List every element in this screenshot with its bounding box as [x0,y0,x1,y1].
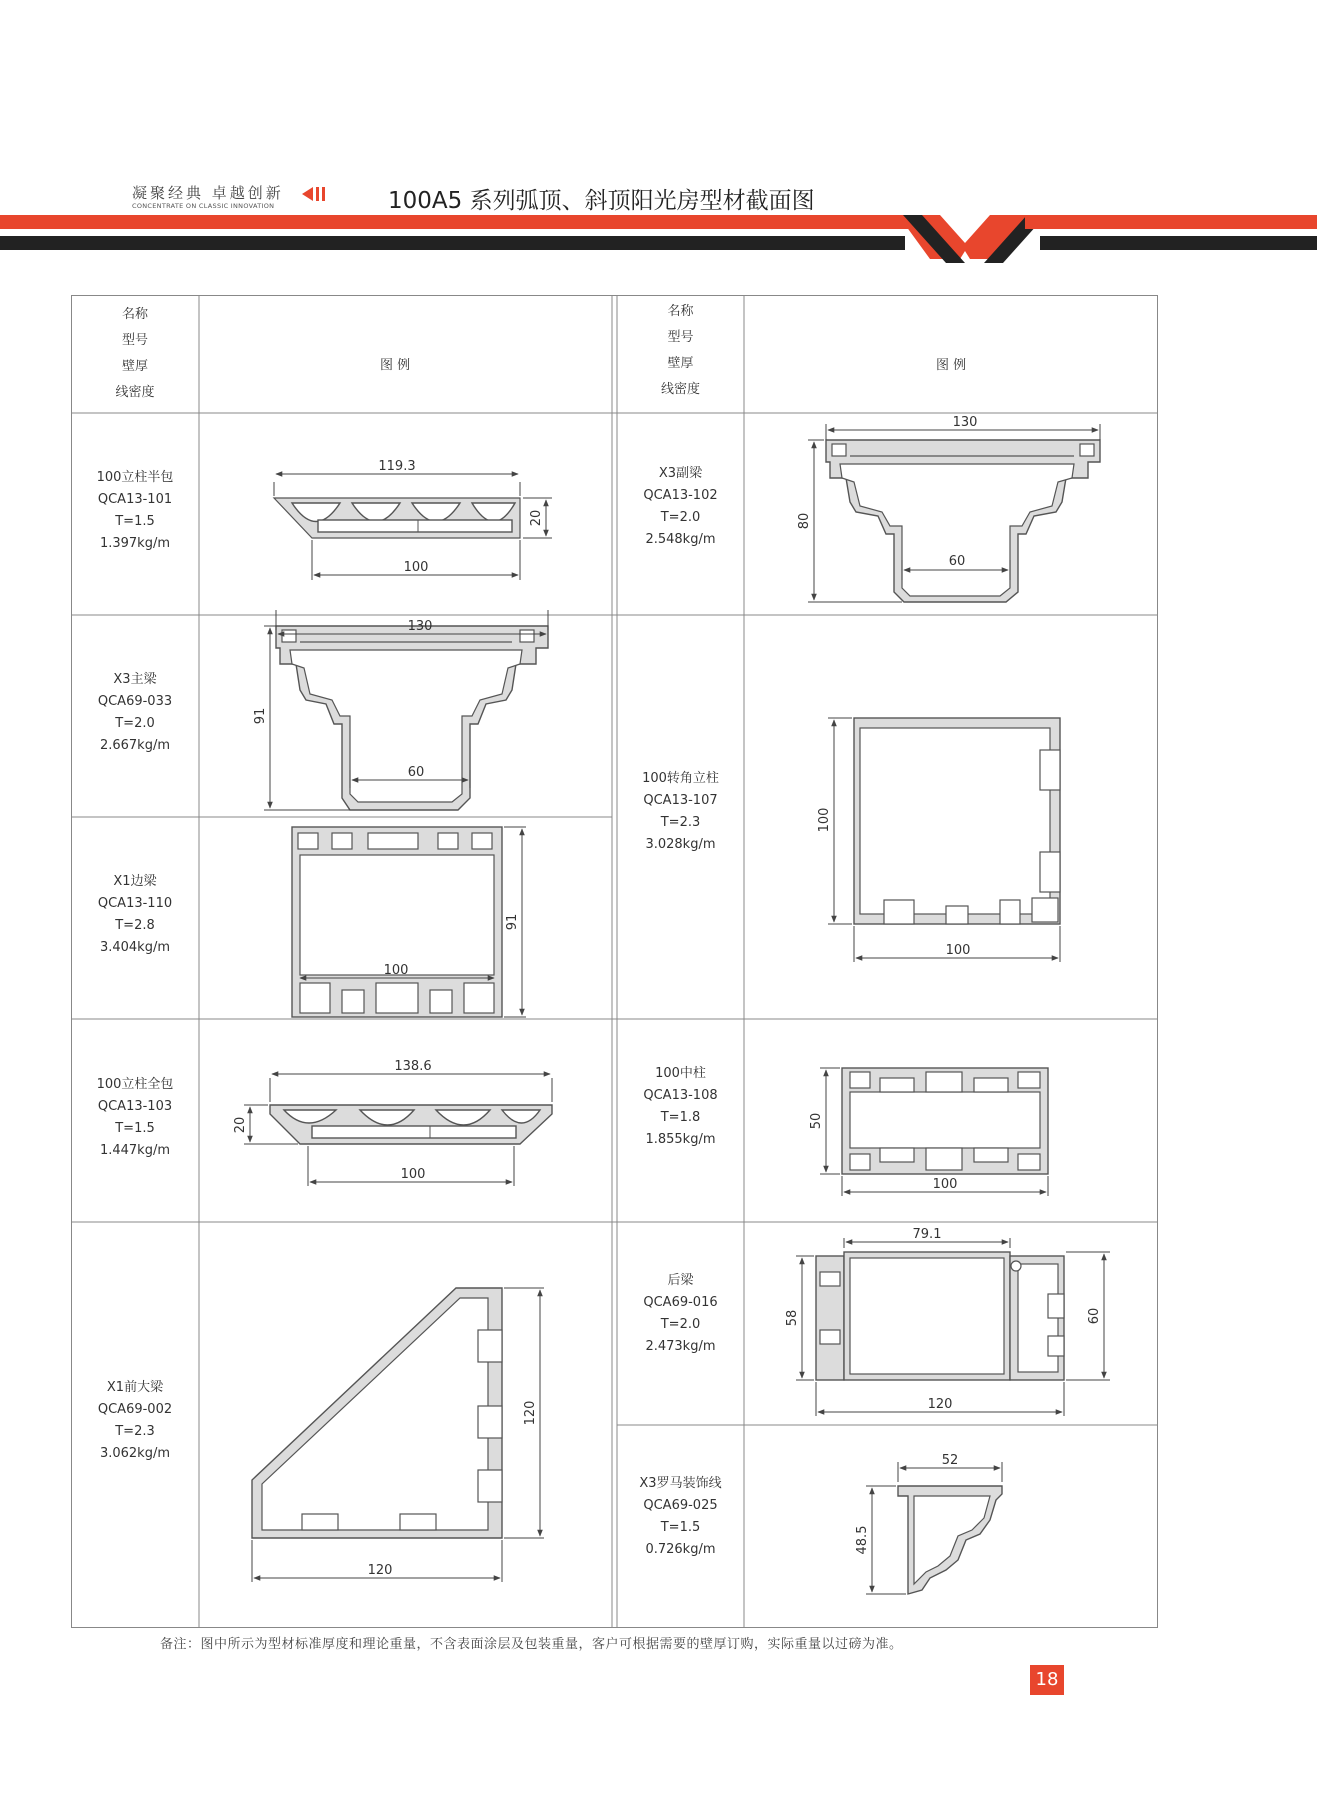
legend-header-left: 图 例 [380,358,411,373]
profile-info-6: 100转角立柱 QCA13-107 T=2.3 3.028kg/m [642,771,719,852]
legend-header-right: 图 例 [936,358,967,373]
dim-width: 100 [383,963,409,978]
profile-drawing-half-column [274,459,552,580]
slogan: 凝聚经典 卓越创新 [132,184,284,202]
profile-info-3: 100立柱全包 QCA13-103 T=1.5 1.447kg/m [96,1077,174,1158]
dim-width-top: 130 [952,415,978,430]
profile-drawing-side-beam [292,827,526,1017]
dim-width-bottom: 100 [400,1167,426,1182]
label-model: 型号 [667,330,694,345]
dim-width-top: 130 [407,619,433,634]
label-thickness: 壁厚 [667,356,694,371]
slogan-english: CONCENTRATE ON CLASSIC INNOVATION [132,202,275,210]
profile-info-4: X1前大梁 QCA69-002 T=2.3 3.062kg/m [97,1380,173,1461]
profile-drawing-secondary-beam [797,415,1100,602]
dim-width-top: 138.6 [394,1059,432,1074]
page-number: 18 [1030,1665,1064,1695]
label-name: 名称 [121,307,148,322]
dim-width-bottom: 120 [927,1397,953,1412]
dim-height: 80 [797,512,812,530]
dim-height: 91 [505,913,520,931]
label-name: 名称 [667,304,694,319]
profile-info-7: 100中柱 QCA13-108 T=1.8 1.855kg/m [643,1066,718,1147]
dim-width-bottom: 60 [407,765,425,780]
dim-height: 50 [809,1112,824,1130]
page-title: 100A5 系列弧顶、斜顶阳光房型材截面图 [388,188,815,214]
label-density: 线密度 [115,385,155,400]
profile-drawing-middle-column [809,1068,1048,1196]
dim-width-bottom: 100 [403,560,429,575]
profile-drawing-front-beam [252,1288,544,1582]
dim-height: 20 [233,1116,248,1134]
label-density: 线密度 [660,382,700,397]
profile-drawing-corner-column [817,718,1060,962]
profile-drawing-main-beam [253,610,548,810]
dim-height: 100 [817,807,832,833]
dim-width-bottom: 60 [948,554,966,569]
dim-width-top: 79.1 [912,1227,942,1242]
profile-info-5: X3副梁 QCA13-102 T=2.0 2.548kg/m [643,466,718,547]
profile-drawing-full-column [233,1059,552,1186]
dim-height: 20 [529,509,544,527]
profile-drawing-roman-molding [855,1453,1002,1594]
profile-info-2: X1边梁 QCA13-110 T=2.8 3.404kg/m [97,874,173,955]
profile-info-1: X3主梁 QCA69-033 T=2.0 2.667kg/m [97,672,173,753]
profile-info-8: 后梁 QCA69-016 T=2.0 2.473kg/m [643,1273,718,1354]
dim-width: 100 [945,943,971,958]
profile-info-9: X3罗马装饰线 QCA69-025 T=1.5 0.726kg/m [639,1476,722,1557]
label-thickness: 壁厚 [121,359,148,374]
dim-width: 120 [367,1563,393,1578]
profile-info-0: 100立柱半包 QCA13-101 T=1.5 1.397kg/m [96,470,174,551]
dim-width-top: 119.3 [378,459,416,474]
dim-width: 100 [932,1177,958,1192]
label-model: 型号 [121,333,148,348]
dim-height-right: 60 [1087,1307,1102,1325]
dim-height-left: 58 [785,1309,800,1327]
dim-height: 48.5 [855,1525,870,1555]
dim-height: 120 [523,1400,538,1426]
footnote: 备注：图中所示为型材标准厚度和理论重量，不含表面涂层及包装重量，客户可根据需要的壁厚订购，实际重量以过磅为准。 [160,1637,903,1652]
dim-height: 91 [253,707,268,725]
profile-drawing-rear-beam [785,1227,1110,1416]
dim-width: 52 [941,1453,959,1468]
